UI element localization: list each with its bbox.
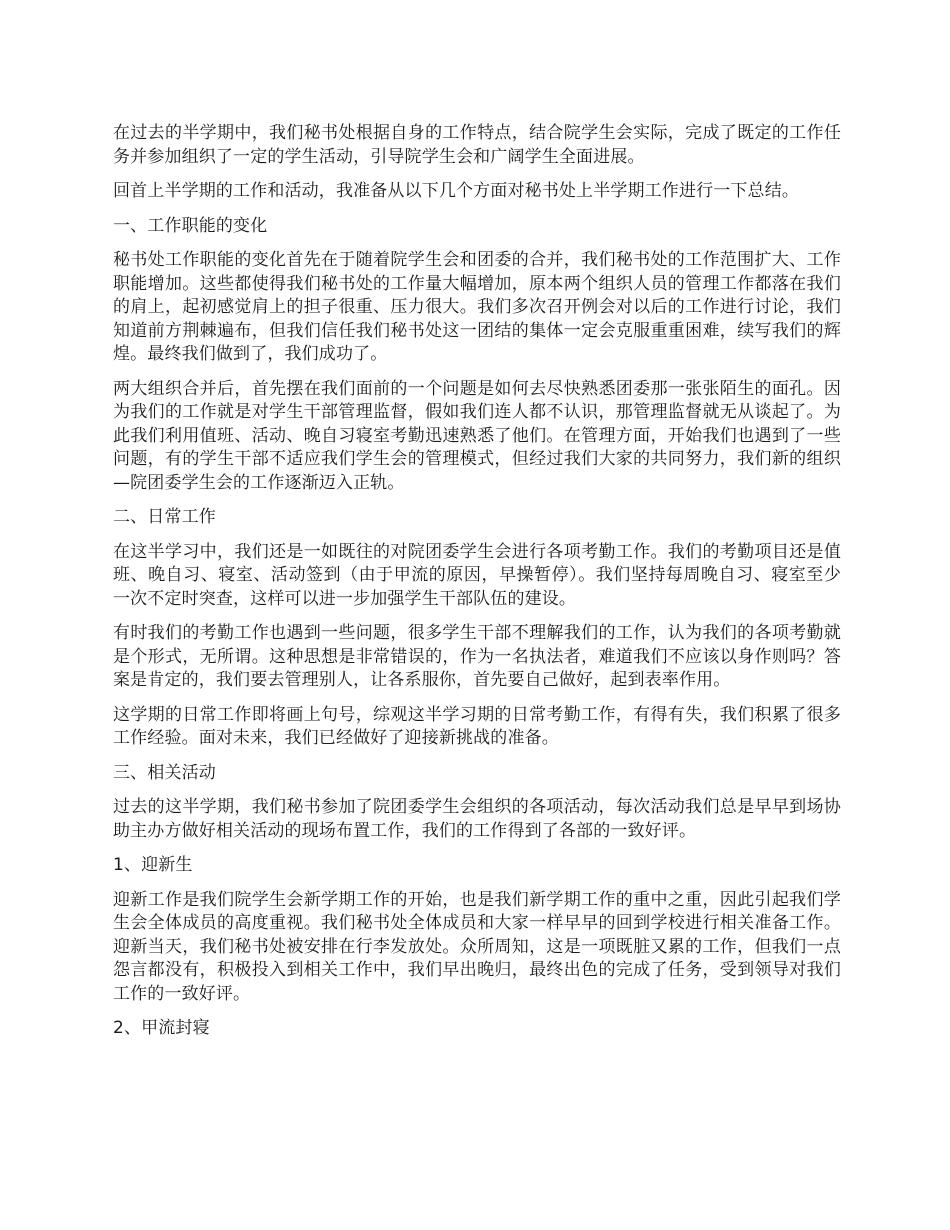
subsection-heading-1: 1、迎新生: [113, 855, 193, 875]
paragraph-summary-intro: 回首上半学期的工作和活动，我准备从以下几个方面对秘书处上半学期工作进行一下总结。: [113, 181, 799, 201]
paragraph-intro: 在过去的半学期中，我们秘书处根据自身的工作特点，结合院学生会实际，完成了既定的工作任务并参加组织了一定的学生活动，引导院学生会和广阔学生全面进展。: [113, 123, 841, 167]
section-heading-1: 一、工作职能的变化: [113, 215, 268, 236]
section-heading-2: 二、日常工作: [113, 507, 216, 527]
paragraph-merger: 两大组织合并后，首先摆在我们面前的一个问题是如何去尽快熟悉团委那一张张陌生的面孔。因为我们的工作就是对学生干部管理监督，假如我们连人都不认识，那管理监督就无从谈起了。为此我们利用值班、活动、晚自习寝室考勤迅速熟悉了他们。在管理方面，开始我们也遇到了一些问题，有的学生干部不适应我们学生会的管理模式，但经过我们大家的共同努力，我们新的组织—院团委学生会的工作逐渐迈入正轨。: [113, 378, 841, 493]
subsection-heading-2: 2、甲流封寝: [113, 1018, 210, 1038]
paragraph-function-change: 秘书处工作职能的变化首先在于随着院学生会和团委的合并，我们秘书处的工作范围扩大、工作职能增加。这些都使得我们秘书处的工作量大幅增加，原本两个组织人员的管理工作都落在我们的肩上，起初感觉肩上的担子很重、压力很大。我们多次召开例会对以后的工作进行讨论，我们知道前方荆棘遍布，但我们信任我们秘书处这一团结的集体一定会克服重重困难，续写我们的辉煌。最终我们做到了，我们成功了。: [113, 250, 841, 364]
document-body: [113, 122, 841, 1052]
paragraph-attendance: 在这半学习中，我们还是一如既往的对院团委学生会进行各项考勤工作。我们的考勤项目还是值班、晚自习、寝室、活动签到（由于甲流的原因，早操暂停）。我们坚持每周晚自习、寝室至少一次不定时突查，这样可以进一步加强学生干部队伍的建设。: [113, 541, 841, 609]
paragraph-freshmen: 迎新工作是我们院学生会新学期工作的开始，也是我们新学期工作的重中之重，因此引起我们学生会全体成员的高度重视。我们秘书处全体成员和大家一样早早的回到学校进行相关准备工作。迎新当天，我们秘书处被安排在行李发放处。众所周知，这是一项既脏又累的工作，但我们一点怨言都没有，积极投入到相关工作中，我们早出晚归，最终出色的完成了任务，受到领导对我们工作的一致好评。: [113, 889, 841, 1004]
paragraph-attendance-issues: 有时我们的考勤工作也遇到一些问题，很多学生干部不理解我们的工作，认为我们的各项考勤就是个形式，无所谓。这种思想是非常错误的，作为一名执法者，难道我们不应该以身作则吗？答案是肯定的，我们要去管理别人，让各系服你，首先要自己做好，起到表率作用。: [113, 623, 841, 690]
paragraph-activities: 过去的这半学期，我们秘书参加了院团委学生会组织的各项活动，每次活动我们总是早早到场协助主办方做好相关活动的现场布置工作，我们的工作得到了各部的一致好评。: [113, 797, 841, 841]
paragraph-daily-summary: 这学期的日常工作即将画上句号，综观这半学习期的日常考勤工作，有得有失，我们积累了很多工作经验。面对未来，我们已经做好了迎接新挑战的准备。: [113, 704, 841, 748]
section-heading-3: 三、相关活动: [113, 762, 216, 783]
